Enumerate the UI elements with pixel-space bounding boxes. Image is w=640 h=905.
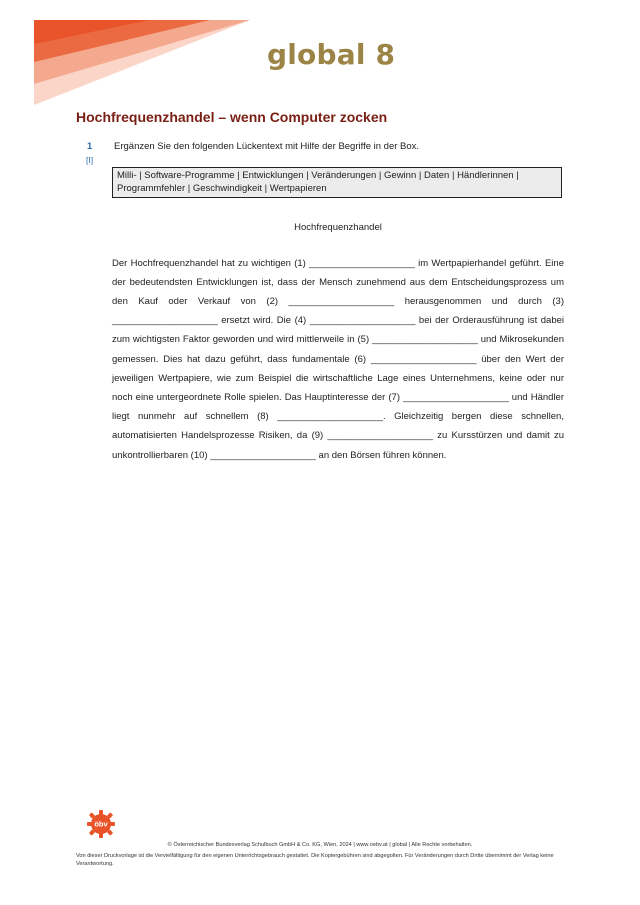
gap-1-blank[interactable]: ____________________ bbox=[309, 257, 415, 269]
worksheet-heading: Hochfrequenzhandel – wenn Computer zocken bbox=[76, 109, 388, 125]
cloze-text bbox=[112, 254, 564, 465]
text-segment: Der Hochfrequenzhandel hat zu wichtigen (1) bbox=[112, 257, 310, 269]
cloze-text-title: Hochfrequenzhandel bbox=[294, 222, 382, 233]
gap-3-blank[interactable]: ____________________ bbox=[112, 315, 218, 327]
logo-text: öbv bbox=[94, 819, 108, 829]
task-level: [I] bbox=[86, 155, 94, 165]
text-segment: ersetzt wird. Die (4) bbox=[217, 315, 310, 327]
gap-6-blank[interactable]: ____________________ bbox=[370, 353, 477, 365]
text-segment: und Händler liegt nunmehr auf schnellem (8) bbox=[112, 391, 564, 423]
text-segment: im Wertpapierhandel geführt. Eine der bedeutendsten Entwicklungen ist, dass der Mensch zunehmend aus dem Entscheidungsprozess um den Kauf oder Verkauf von (2) bbox=[112, 257, 564, 307]
footer-note: Von dieser Druckvorlage ist die Vervielfältigung für den eigenen Unterrichtsgebrauch gestattet. Die Kopiergebühren sind abgegolten. Für Veränderungen durch Dritte übernimmt der Verlag keine Verantwortung. bbox=[76, 853, 554, 867]
task-number: 1 bbox=[87, 141, 93, 152]
task-instruction: Ergänzen Sie den folgenden Lückentext mit Hilfe der Begriffe in der Box. bbox=[114, 141, 420, 152]
gap-10-blank[interactable]: ____________________ bbox=[210, 449, 316, 461]
corner-decoration-graphic bbox=[0, 0, 260, 110]
word-box: Milli- | Software-Programme | Entwicklungen | Veränderungen | Gewinn | Daten | Händlerinnen | Programmfehler | Geschwindigkeit | Wertpapieren bbox=[112, 167, 562, 198]
footer-copyright: © Österreichischer Bundesverlag Schulbuch GmbH & Co. KG, Wien, 2024 | www.oebv.at | global | Alle Rechte vorbehalten. bbox=[167, 842, 473, 848]
text-segment: und Mikrosekunden gemessen. Dies hat dazu geführt, dass fundamentale (6) bbox=[112, 334, 564, 365]
text-segment: herausgenommen und durch (3) bbox=[394, 295, 565, 307]
text-segment: bei der Orderausführung ist dabei zum wichtigsten Faktor geworden und wird mittlerweile in (5) bbox=[112, 315, 564, 346]
gap-7-blank[interactable]: ____________________ bbox=[403, 391, 509, 403]
oebv-logo-icon bbox=[86, 809, 116, 839]
text-segment: über den Wert der jeweiligen Wertpapiere, wie zum Beispiel die wirtschaftliche Lage eines Unternehmens, keine oder nur noch eine untergeordnete Rolle spielen. Das Hauptinteresse der (7) bbox=[112, 353, 564, 403]
text-segment: . Gleichzeitig bergen diese schnellen, automatisierten Handelsprozesse Risiken, da (9) bbox=[112, 411, 564, 442]
gap-5-blank[interactable]: ____________________ bbox=[372, 334, 478, 346]
gap-2-blank[interactable]: ____________________ bbox=[288, 295, 395, 307]
gap-8-blank[interactable]: ____________________ bbox=[277, 411, 383, 423]
text-segment: zu Kursstürzen und damit zu unkontrollierbaren (10) bbox=[112, 430, 564, 461]
text-segment: an den Börsen führen können. bbox=[315, 449, 447, 461]
brand-title: global 8 bbox=[267, 38, 396, 71]
gap-4-blank[interactable]: ____________________ bbox=[309, 315, 416, 327]
gap-9-blank[interactable]: ____________________ bbox=[327, 430, 434, 442]
